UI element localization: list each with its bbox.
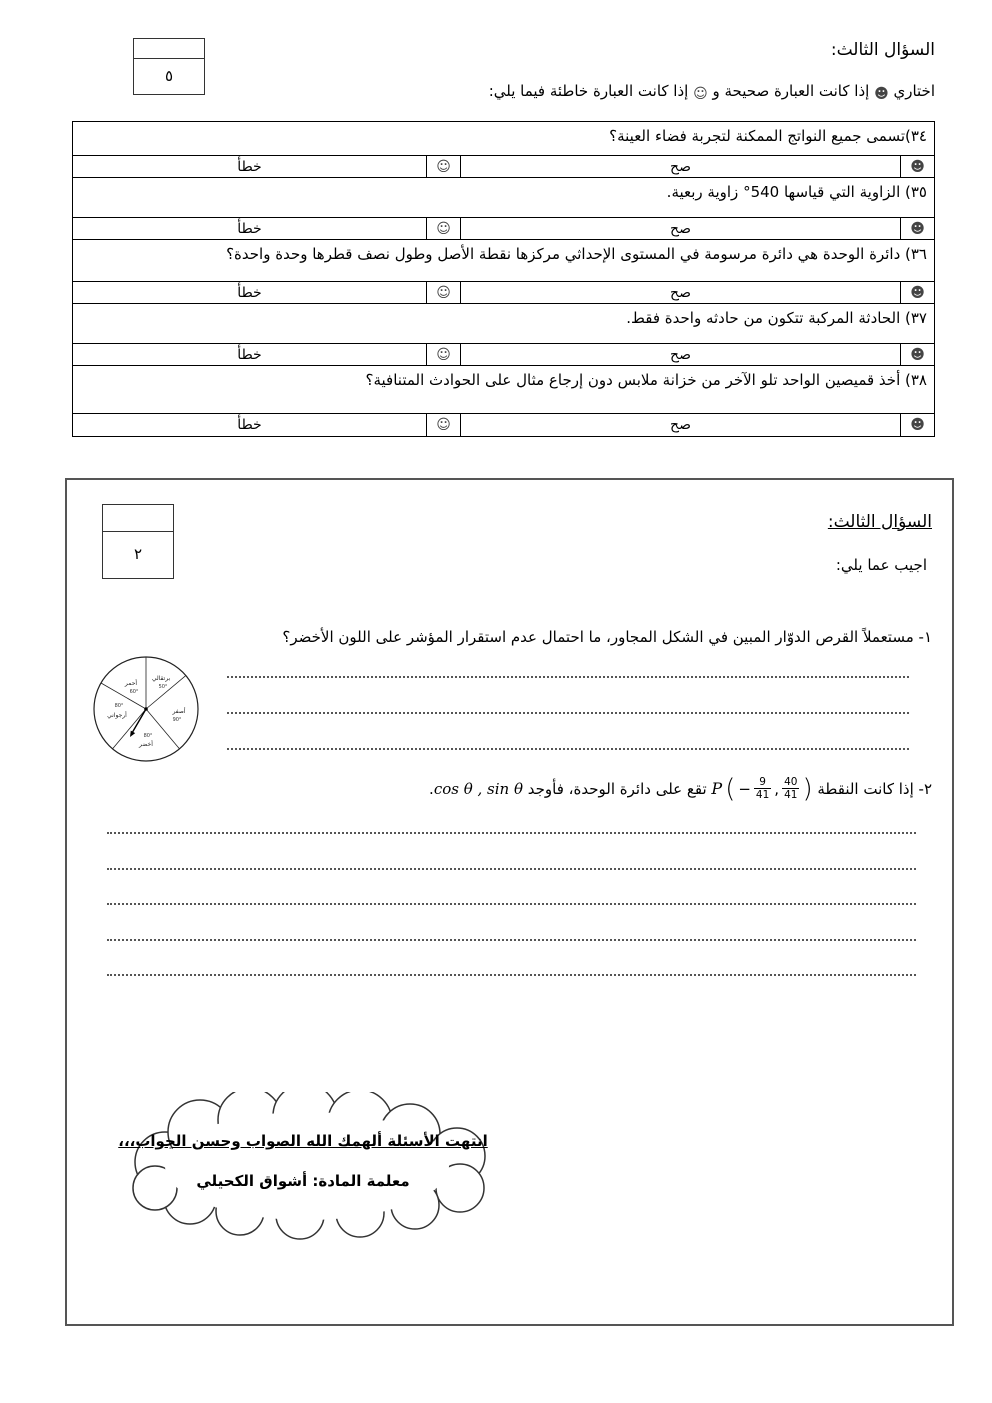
minus-sign: − <box>738 779 751 798</box>
instruction-part1: اختاري <box>893 82 935 100</box>
true-mark-cell <box>900 282 934 303</box>
section2-heading: السؤال الثالث: <box>827 512 932 532</box>
smiley-true-icon: ☻ <box>910 284 925 301</box>
score-box-section2 <box>102 504 174 579</box>
smiley-true-icon: ☻ <box>910 346 925 363</box>
question3-heading: السؤال الثالث: <box>830 40 935 60</box>
answer-line <box>107 939 916 941</box>
closing-cloud <box>85 1092 521 1242</box>
smiley-false-icon: ☺ <box>436 158 451 175</box>
instruction-line <box>489 82 935 101</box>
smiley-true-icon: ☻ <box>874 86 889 102</box>
tf-answer-row-37 <box>73 343 934 365</box>
period: . <box>429 780 434 799</box>
true-false-table <box>72 121 935 437</box>
tf-answer-row-36 <box>73 281 934 303</box>
section2-box <box>65 478 954 1326</box>
trig-expression: cos θ , sin θ <box>433 780 523 799</box>
answer-false-cell: خطأ <box>237 346 262 363</box>
false-mark-cell <box>426 156 460 177</box>
smiley-true-icon: ☻ <box>910 158 925 175</box>
false-mark-cell <box>426 282 460 303</box>
fraction-x-denominator: 41 <box>755 789 770 802</box>
tf-statement-36: ٣٦) دائرة الوحدة هي دائرة مرسومة في المستوى الإحداثي مركزها نقطة الأصل وطول نصف قطرها وحدة واحدة؟ <box>73 239 934 281</box>
spinner-degrees-green: 80° <box>143 733 153 739</box>
answer-line <box>107 903 916 905</box>
spinner-label-orange: برتقالي <box>151 675 171 682</box>
spinner-label-yellow: أصفر <box>172 708 186 715</box>
spinner-degrees-orange: 50° <box>158 684 168 690</box>
answer-line <box>227 748 909 750</box>
answer-line <box>227 712 909 714</box>
tf-statement-35: ٣٥) الزاوية التي قياسها 540° زاوية ربعية. <box>73 177 934 217</box>
true-mark-cell <box>900 344 934 365</box>
answer-true-cell: صح <box>460 344 900 365</box>
false-mark-cell <box>426 344 460 365</box>
section2-subheading: اجيب عما يلي: <box>835 556 927 574</box>
question2-text <box>127 773 932 804</box>
cloud-shape <box>85 1092 521 1242</box>
smiley-false-icon: ☺ <box>693 86 708 102</box>
question2-prefix: ٢- إذا كانت النقطة <box>817 780 932 799</box>
answer-true-cell: صح <box>460 156 900 177</box>
true-mark-cell <box>900 218 934 239</box>
answer-line <box>107 974 916 976</box>
answer-true-cell: صح <box>460 282 900 303</box>
answer-true-cell: صح <box>460 414 900 436</box>
spinner-label-green: أخضر <box>139 741 153 748</box>
true-mark-cell <box>900 414 934 436</box>
spinner-degrees-red: 60° <box>129 689 139 695</box>
tf-statement-34: ٣٤)تسمى جميع النواتج الممكنة لتجربة فضاء العينة؟ <box>609 127 927 145</box>
smiley-false-icon: ☺ <box>436 220 451 237</box>
tf-answer-row-38 <box>73 413 934 436</box>
spinner-pivot <box>144 707 148 711</box>
answer-line <box>107 832 916 834</box>
answer-false-cell: خطأ <box>237 284 262 301</box>
question2-mid: تقع على دائرة الوحدة، فأوجد <box>527 780 707 799</box>
teacher-name: معلمة المادة: أشواق الكحيلي <box>196 1172 410 1190</box>
score-value: ٢ <box>133 545 143 564</box>
smiley-true-icon: ☻ <box>910 220 925 237</box>
fraction-y-denominator: 41 <box>784 789 798 802</box>
score-box-top <box>133 38 205 95</box>
smiley-false-icon: ☺ <box>436 346 451 363</box>
true-mark-cell <box>900 156 934 177</box>
score-value: ٥ <box>164 67 174 86</box>
false-mark-cell <box>426 414 460 436</box>
comma: , <box>774 779 780 798</box>
point-name: P <box>711 779 723 799</box>
answer-false-cell: خطأ <box>237 417 262 433</box>
instruction-part3: إذا كانت العبارة خاطئة فيما يلي: <box>488 82 689 100</box>
tf-answer-row-34 <box>73 155 934 177</box>
smiley-false-icon: ☺ <box>436 284 451 301</box>
false-mark-cell <box>426 218 460 239</box>
answer-line <box>227 676 909 678</box>
spinner-degrees-yellow: 90° <box>172 717 182 723</box>
fraction-x <box>754 776 771 801</box>
instruction-part2: إذا كانت العبارة صحيحة و <box>712 82 870 100</box>
spinner-label-purple: أرجواني <box>107 712 127 719</box>
answer-true-cell: صح <box>460 218 900 239</box>
spinner-diagram <box>90 647 205 769</box>
fraction-x-numerator: 9 <box>759 776 766 788</box>
tf-statement-38: ٣٨) أخذ قميصين الواحد تلو الآخر من خزانة ملابس دون إرجاع مثال على الحوادث المتنافية؟ <box>73 365 934 413</box>
answer-false-cell: خطأ <box>237 158 262 175</box>
answer-line <box>107 868 916 870</box>
fraction-y-numerator: 40 <box>784 776 798 788</box>
cloud-message: انتهت الأسئلة ألهمك الله الصواب وحسن الجواب،،، <box>118 1132 488 1150</box>
smiley-false-icon: ☺ <box>436 417 451 433</box>
answer-false-cell: خطأ <box>237 220 262 237</box>
spinner-label-red: أحمر <box>124 680 138 687</box>
spinner-degrees-purple: 80° <box>114 703 124 709</box>
tf-statement-37: ٣٧) الحادثة المركبة تتكون من حادثه واحدة فقط. <box>73 303 934 343</box>
fraction-y <box>782 776 799 801</box>
tf-answer-row-35 <box>73 217 934 239</box>
question1-text: ١- مستعملاً القرص الدوّار المبين في الشكل المجاور، ما احتمال عدم استقرار المؤشر على اللون الأخضر؟ <box>282 628 932 646</box>
smiley-true-icon: ☻ <box>910 417 925 433</box>
point-expression: P ( − $\frac{9}{41}$ , $\frac{40}{41}$ ) <box>711 773 813 804</box>
